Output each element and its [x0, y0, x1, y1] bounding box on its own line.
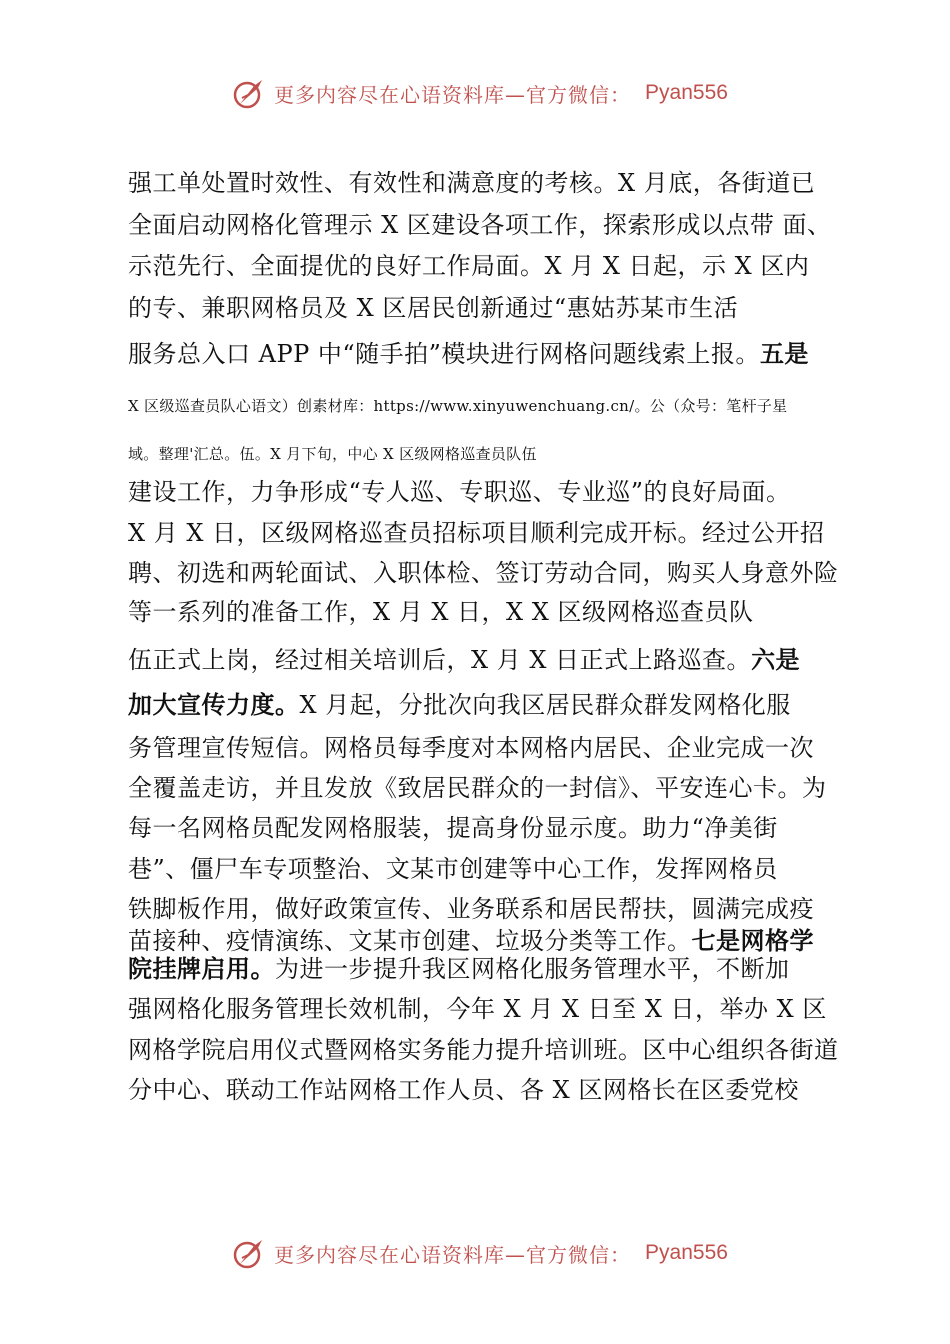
body-text: 苗接种、疫情演练、文某市创建、垃圾分类等工作。 [128, 927, 692, 955]
body-line [128, 926, 814, 956]
header-banner-text: 更多内容尽在心语资料库—官方微信： [274, 82, 632, 107]
body-emphasis: 七是网格学 [691, 927, 814, 955]
body-emphasis: 五是 [759, 340, 809, 368]
body-line: 的专、兼职网格员及 X 区居民创新通过“惠姑苏某市生活 [128, 294, 739, 322]
watermark-line: X 区级巡查员队心语文）创素材库：https://www.xinyuwenchuang.cn/。公（众号：笔杆子星 [128, 397, 788, 415]
body-line [128, 645, 800, 675]
body-emphasis: 院挂牌启用。 [128, 955, 275, 983]
body-line: 全面启动网格化管理示 X 区建设各项工作，探索形成以点带 面、 [128, 211, 832, 239]
quill-logo-icon [232, 1236, 266, 1270]
body-text: X 月起，分批次向我区居民群众群发网格化服 [299, 691, 791, 719]
body-line: 示范先行、全面提优的良好工作局面。X 月 X 日起，示 X 区内 [128, 252, 810, 280]
body-line: 强网格化服务管理长效机制，今年 X 月 X 日至 X 日，举办 X 区 [128, 995, 827, 1023]
body-line [128, 690, 791, 720]
body-line: 聘、初选和两轮面试、入职体检、签订劳动合同，购买人身意外险 [128, 559, 839, 587]
body-line: 等一系列的准备工作，X 月 X 日，X X 区级网格巡查员队 [128, 598, 754, 626]
body-line: 务管理宣传短信。网格员每季度对本网格内居民、企业完成一次 [128, 734, 814, 762]
body-line: X 月 X 日，区级网格巡查员招标项目顺利完成开标。经过公开招 [128, 519, 825, 547]
footer-banner-text: 更多内容尽在心语资料库—官方微信： [274, 1242, 632, 1267]
body-emphasis: 六是 [751, 646, 801, 674]
footer-wechat-id: Pyan556 [645, 1241, 728, 1264]
watermark-line: 域。整理'汇总。伍。X 月下旬，中心 X 区级网格巡查员队伍 [128, 445, 537, 463]
body-line: 每一名网格员配发网格服装，提高身份显示度。助力“净美街 [128, 814, 778, 842]
header-banner [0, 70, 950, 116]
body-line: 网格学院启用仪式暨网格实务能力提升培训班。区中心组织各街道 [128, 1036, 839, 1064]
body-line [128, 339, 809, 369]
body-emphasis: 加大宣传力度。 [128, 691, 300, 719]
body-line: 全覆盖走访，并且发放《致居民群众的一封信》、平安连心卡。为 [128, 774, 827, 802]
body-line [128, 954, 790, 984]
body-line: 建设工作，力争形成“专人巡、专职巡、专业巡”的良好局面。 [128, 478, 791, 506]
body-text: 为进一步提升我区网格化服务管理水平，不断加 [275, 955, 790, 983]
body-line: 巷”、僵尸车专项整治、文某市创建等中心工作，发挥网格员 [128, 855, 778, 883]
body-text: 伍正式上岗，经过相关培训后，X 月 X 日正式上路巡查。 [128, 646, 752, 674]
footer-banner [0, 1230, 950, 1276]
body-line: 铁脚板作用，做好政策宣传、业务联系和居民帮扶，圆满完成疫 [128, 895, 814, 923]
quill-logo-icon [232, 76, 266, 110]
body-line: 分中心、联动工作站网格工作人员、各 X 区网格长在区委党校 [128, 1076, 799, 1104]
footer-banner-content [232, 1236, 728, 1270]
body-text: 服务总入口 APP 中“随手拍”模块进行网格问题线索上报。 [128, 340, 760, 368]
body-line: 强工单处置时效性、有效性和满意度的考核。X 月底，各街道已 [128, 169, 816, 197]
header-wechat-id: Pyan556 [645, 81, 728, 104]
header-banner-content [232, 76, 728, 110]
